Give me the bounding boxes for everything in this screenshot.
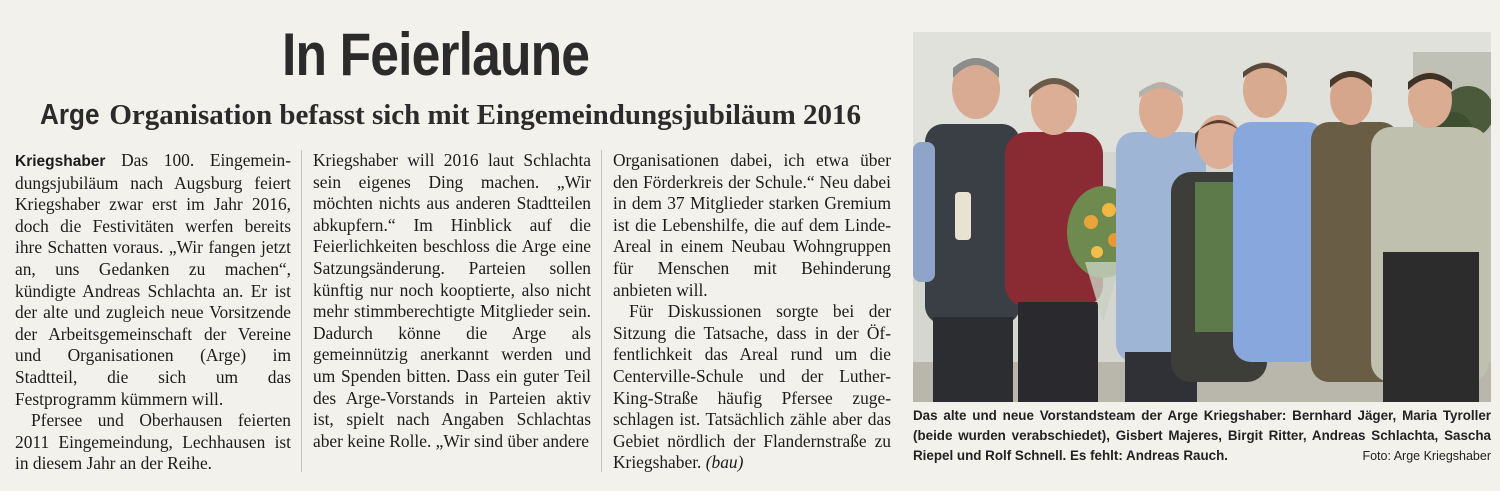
subheadline	[40, 97, 920, 133]
subheadline-kicker: Arge	[40, 99, 100, 131]
article-column-3	[613, 150, 891, 474]
article-column-1	[15, 150, 291, 475]
author-tag: (bau)	[705, 452, 744, 473]
paragraph: Kriegshaber will 2016 laut Schlachta sein eigenes Ding machen. „Wir möchten nichts aus anderen Stadtteilen abkupfern.“ Im Hinblick auf die Feierlichkeiten beschloss die Arge eine Satzungsänderung. Parteien sollen künftig nur noch kooptierte, also nicht mehr stimmberechtigte Mitglieder sein. Dadurch könne die Arge als gemeinnützig anerkannt werden und um Spenden bitten. Dass ein guter Teil des Arge-Vorstands in Parteien aktiv ist, spielt nach Angaben Schlachtas aber keine Rolle. „Wir sind über andere	[313, 150, 591, 451]
paragraph: Kriegshaber Das 100. Eingemeindungsjubiläum nach Augsburg feiert Kriegshaber zwar erst im Jahr 2016, doch die Festivitäten werfen bereits ihre Schatten voraus. „Wir fangen jetzt an, uns Gedanken zu machen“, kündigte Andreas Schlachta an. Er ist der alte und zugleich neue Vorsitzende der Arbeitsgemeinschaft der Vereine und Organisationen (Arge) im Stadtteil, die sich um das Festprogramm kümmern will.	[15, 150, 291, 409]
dateline: Kriegshaber	[15, 153, 106, 170]
paragraph: Für Diskussionen sorgte bei der Sitzung die Tatsache, dass in der Öffentlichkeit das Areal rund um die Centerville-Schule und der Luther-King-Straße häufig Pfersee zugeschlagen ist. Tatsächlich zähle aber das Gebiet nördlich der Flandernstraße zu Kriegshaber. (bau)	[613, 301, 891, 473]
column-divider	[601, 150, 602, 472]
group-photo	[913, 32, 1491, 402]
column-divider	[301, 150, 302, 472]
article-column-2	[313, 150, 591, 452]
group-photo-illustration	[913, 32, 1491, 402]
paragraph: Pfersee und Oberhausen feierten 2011 Eingemeindung, Lechhausen ist in diesem Jahr an der Reihe.	[15, 410, 291, 474]
headline: In Feierlaune	[282, 21, 590, 88]
photo-credit: Foto: Arge Kriegshaber	[1362, 449, 1491, 463]
photo-caption: Das alte und neue Vorstandsteam der Arge Kriegshaber: Bernhard Jäger, Maria Tyroller (beide wurden verabschiedet), Gisbert Majeres, Birgit Ritter, Andreas Schlachta, Sascha Riepel und Rolf Schnell. Es fehlt: Andreas Rauch. Foto: Arge Kriegshaber	[913, 406, 1491, 466]
paragraph: Organisationen dabei, ich etwa über den Förderkreis der Schule.“ Neu dabei in dem 37 Mitglieder starken Gremium ist die Lebenshilfe, die auf dem Linde-Areal in einem Neubau Wohngruppen für Menschen mit Behinderung anbieten will.	[613, 150, 891, 300]
subheadline-text: Organisation befasst sich mit Eingemeindungsjubiläum 2016	[109, 99, 862, 131]
